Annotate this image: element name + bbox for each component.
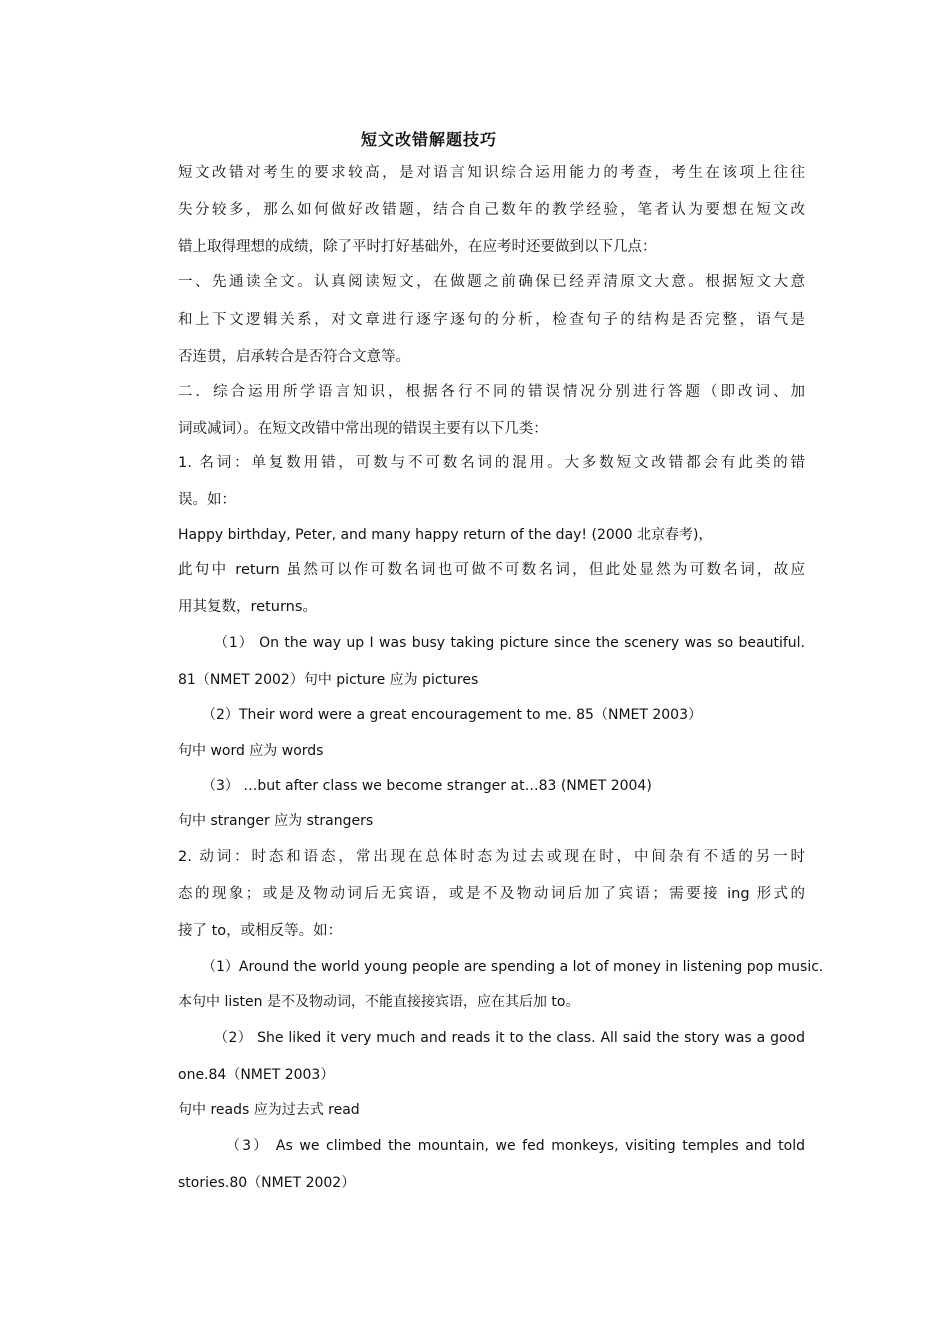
paragraph-line: 误。如： — [178, 492, 236, 508]
paragraph-line: 1. 名词：单复数用错，可数与不可数名词的混用。大多数短文改错都会有此类的错 — [178, 455, 805, 471]
paragraph-line: 句中 reads 应为过去式 read — [178, 1102, 360, 1118]
paragraph-line: 和上下文逻辑关系，对文章进行逐字逐句的分析，检查句子的结构是否完整，语气是 — [178, 312, 805, 328]
example-sentence: （2）Their word were a great encouragement to me. 85（NMET 2003） — [202, 707, 702, 723]
document-title: 短文改错解题技巧 — [360, 130, 497, 149]
paragraph-line: 失分较多，那么如何做好改错题，结合自己数年的教学经验，笔者认为要想在短文改 — [178, 202, 805, 218]
example-sentence: （3） As we climbed the mountain, we fed monkeys, visiting temples and told — [226, 1138, 805, 1154]
example-sentence: （2） She liked it very much and reads it to the class. All said the story was a good — [214, 1030, 805, 1046]
paragraph-line: 本句中 listen 是不及物动词，不能直接接宾语，应在其后加 to。 — [178, 994, 580, 1010]
paragraph-line: 词或减词）。在短文改错中常出现的错误主要有以下几类： — [178, 421, 548, 437]
paragraph-line: 态的现象；或是及物动词后无宾语，或是不及物动词后加了宾语；需要接 ing 形式的 — [178, 886, 805, 902]
example-sentence: （3） …but after class we become stranger at…83 (NMET 2004) — [202, 778, 652, 794]
example-sentence: Happy birthday, Peter, and many happy return of the day! (2000 北京春考)， — [178, 527, 713, 543]
paragraph-line: 错上取得理想的成绩，除了平时打好基础外，在应考时还要做到以下几点： — [178, 239, 657, 255]
paragraph-line: 此句中 return 虽然可以作可数名词也可做不可数名词，但此处显然为可数名词，故应 — [178, 562, 805, 578]
paragraph-line: stories.80（NMET 2002） — [178, 1175, 356, 1191]
example-sentence: （1） On the way up I was busy taking picture since the scenery was so beautiful. — [214, 635, 805, 651]
example-sentence: （1）Around the world young people are spending a lot of money in listening pop music. — [202, 959, 824, 975]
paragraph-line: 一、先通读全文。认真阅读短文，在做题之前确保已经弄清原文大意。根据短文大意 — [178, 274, 805, 290]
paragraph-line: 用其复数，returns。 — [178, 599, 317, 615]
paragraph-line: 接了 to，或相反等。如： — [178, 923, 343, 939]
paragraph-line: 短文改错对考生的要求较高，是对语言知识综合运用能力的考查，考生在该项上往往 — [178, 165, 805, 181]
paragraph-line: 81（NMET 2002）句中 picture 应为 pictures — [178, 672, 479, 688]
paragraph-line: 2. 动词：时态和语态，常出现在总体时态为过去或现在时，中间杂有不适的另一时 — [178, 849, 805, 865]
paragraph-line: 句中 stranger 应为 strangers — [178, 813, 374, 829]
paragraph-line: 否连贯，启承转合是否符合文意等。 — [178, 349, 410, 365]
paragraph-line: 句中 word 应为 words — [178, 743, 324, 759]
paragraph-line: one.84（NMET 2003） — [178, 1067, 335, 1083]
paragraph-line: 二．综合运用所学语言知识，根据各行不同的错误情况分别进行答题（即改词、加 — [178, 384, 805, 400]
